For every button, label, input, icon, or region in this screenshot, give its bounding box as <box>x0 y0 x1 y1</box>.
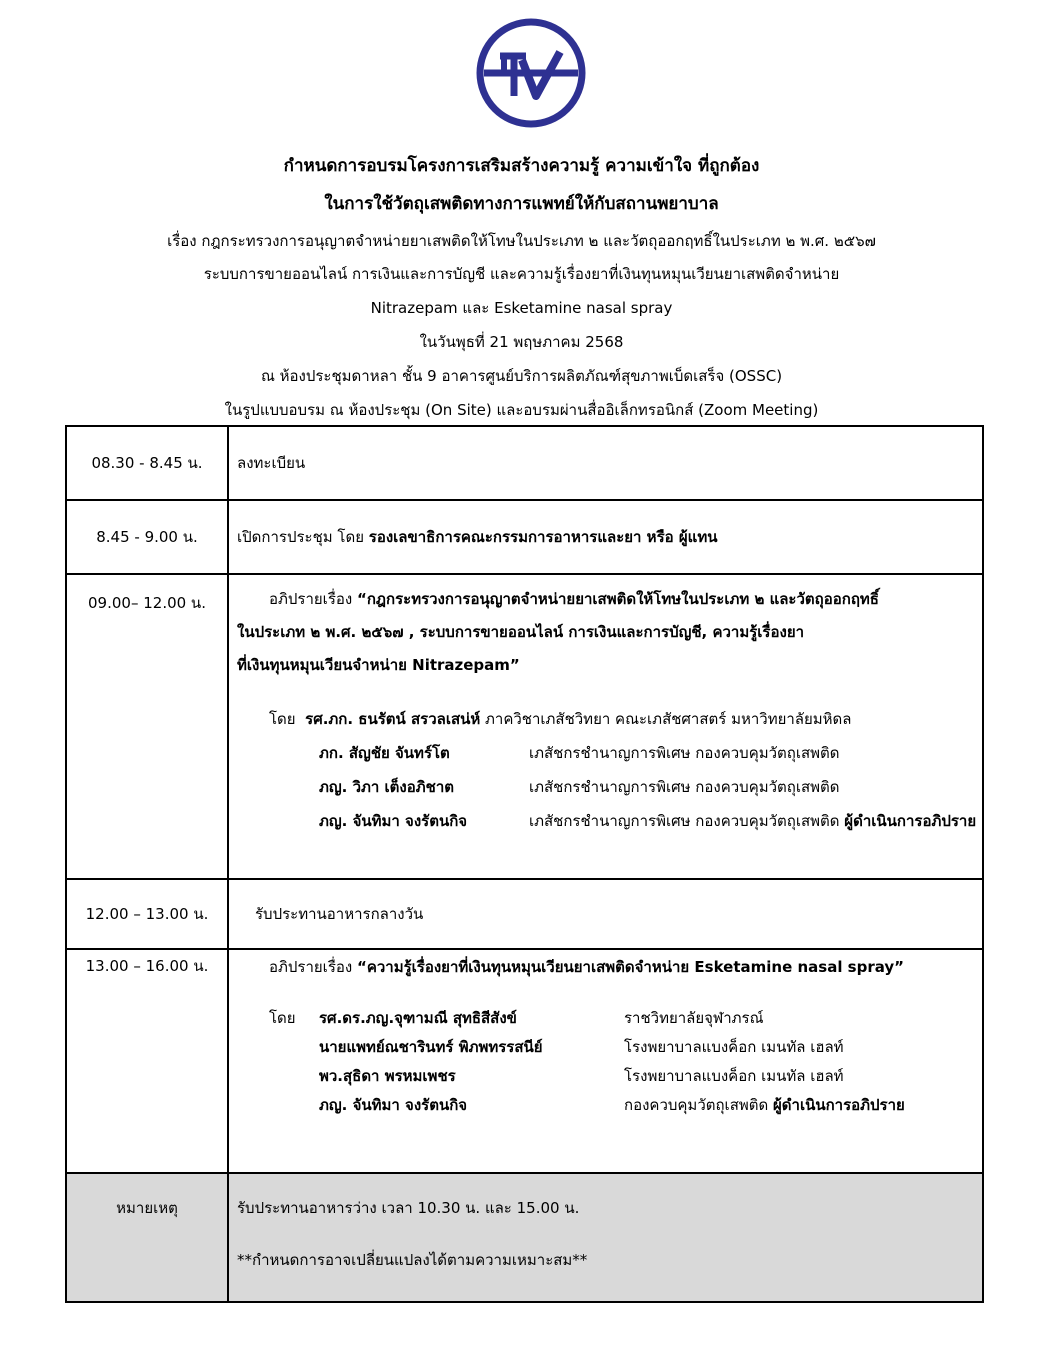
topic-text: “กฎกระทรวงการอนุญาตจำหน่ายยาเสพติดให้โทษในประเภท ๒ และวัตถุออกฤทธิ์ <box>356 590 879 608</box>
speaker-name: พว.สุธิดา พรหมเพชร <box>319 1067 456 1085</box>
note-row <box>66 1173 983 1302</box>
schedule-row <box>66 879 983 949</box>
opening-prefix: เปิดการประชุม โดย <box>237 528 369 546</box>
speaker-name: รศ.ดร.ภญ.จุฑามณี สุทธิสีสังข์ <box>319 1009 517 1027</box>
time-cell: 12.00 – 13.00 น. <box>66 879 228 949</box>
speaker-position: กองควบคุมวัตถุเสพติด <box>624 1096 773 1114</box>
subject-line-3: Nitrazepam และ Esketamine nasal spray <box>370 299 673 317</box>
activity-cell <box>228 500 983 574</box>
opening-presider: รองเลขาธิการคณะกรรมการอาหารและยา หรือ ผู้แทน <box>368 528 718 546</box>
activity-cell <box>228 574 983 879</box>
speaker-row <box>319 736 982 770</box>
speaker-name: นายแพทย์ณชารินทร์ พิภพทรรสนีย์ <box>319 1038 543 1056</box>
speaker-list <box>237 1004 982 1120</box>
speaker-name: ภญ. จันทิมา จงรัตนกิจ <box>319 812 468 830</box>
speaker-position: ภาควิชาเภสัชวิทยา คณะเภสัชศาสตร์ มหาวิทยาลัยมหิดล <box>485 710 852 728</box>
by-label: โดย <box>269 1009 296 1027</box>
speaker-row <box>319 804 982 838</box>
activity-text: รับประทานอาหารกลางวัน <box>255 905 424 923</box>
schedule-table <box>65 425 984 1303</box>
schedule-row <box>66 574 983 879</box>
activity-cell <box>228 949 983 1173</box>
note-label: หมายเหตุ <box>66 1173 228 1302</box>
fda-logo <box>474 16 588 130</box>
speaker-row <box>237 702 982 736</box>
speaker-position: เภสัชกรชำนาญการพิเศษ กองควบคุมวัตถุเสพติด <box>529 778 840 796</box>
time-cell: 09.00– 12.00 น. <box>66 574 228 879</box>
note-line: **กำหนดการอาจเปลี่ยนแปลงได้ตามความเหมาะสม** <box>237 1251 588 1269</box>
note-line: รับประทานอาหารว่าง เวลา 10.30 น. และ 15.00 น. <box>237 1199 580 1217</box>
time-cell: 8.45 - 9.00 น. <box>66 500 228 574</box>
schedule-row <box>66 426 983 500</box>
time-cell: 13.00 – 16.00 น. <box>66 949 228 1173</box>
speaker-position: เภสัชกรชำนาญการพิเศษ กองควบคุมวัตถุเสพติด <box>529 812 845 830</box>
topic-line: ในประเภท ๒ พ.ศ. ๒๕๖๗ , ระบบการขายออนไลน์ การเงินและการบัญชี, ความรู้เรื่องยา <box>237 623 805 641</box>
speaker-position: ราชวิทยาลัยจุฬาภรณ์ <box>624 1009 764 1027</box>
topic-line <box>237 956 982 978</box>
activity-text: ลงทะเบียน <box>237 454 306 472</box>
title-line-1: กำหนดการอบรมโครงการเสริมสร้างความรู้ ความเข้าใจ ที่ถูกต้อง <box>283 156 760 176</box>
topic-intro: อภิปรายเรื่อง <box>269 958 357 976</box>
speaker-position: โรงพยาบาลแบงค็อก เมนทัล เฮลท์ <box>624 1038 844 1056</box>
time-cell: 08.30 - 8.45 น. <box>66 426 228 500</box>
moderator-role: ผู้ดำเนินการอภิปราย <box>772 1096 905 1114</box>
subject-line-2: ระบบการขายออนไลน์ การเงินและการบัญชี และความรู้เรื่องยาที่เงินทุนหมุนเวียนยาเสพติดจำหน่าย <box>203 265 840 283</box>
schedule-row <box>66 949 983 1173</box>
event-date: ในวันพุธที่ 21 พฤษภาคม 2568 <box>419 333 624 351</box>
topic-line <box>237 583 982 616</box>
topic-line: ที่เงินทุนหมุนเวียนจำหน่าย Nitrazepam” <box>237 656 520 674</box>
speaker-row <box>319 1062 905 1091</box>
note-cell <box>228 1173 983 1302</box>
by-label: โดย <box>269 710 296 728</box>
speaker-name: ภก. สัญชัย จันทร์โต <box>319 744 450 762</box>
speaker-row <box>319 1091 905 1120</box>
speaker-row <box>319 1004 905 1033</box>
subject-line-1: เรื่อง กฎกระทรวงการอนุญาตจำหน่ายยาเสพติดให้โทษในประเภท ๒ และวัตถุออกฤทธิ์ในประเภท ๒ พ.ศ. ๒๕๖๗ <box>167 232 876 250</box>
topic-text: “ความรู้เรื่องยาที่เงินทุนหมุนเวียนยาเสพติดจำหน่าย Esketamine nasal spray” <box>356 958 905 976</box>
moderator-role: ผู้ดำเนินการอภิปราย <box>844 812 977 830</box>
speaker-name: ภญ. วิภา เต็งอภิชาต <box>319 778 454 796</box>
speaker-row <box>319 770 982 804</box>
topic-intro: อภิปรายเรื่อง <box>269 590 357 608</box>
activity-cell <box>228 426 983 500</box>
activity-cell <box>228 879 983 949</box>
speaker-name: รศ.ภก. ธนรัตน์ สรวลเสน่ห์ <box>305 710 481 728</box>
speaker-row <box>319 1033 905 1062</box>
title-line-2: ในการใช้วัตถุเสพติดทางการแพทย์ให้กับสถานพยาบาล <box>324 194 719 214</box>
schedule-row <box>66 500 983 574</box>
event-venue: ณ ห้องประชุมดาหลา ชั้น 9 อาคารศูนย์บริการผลิตภัณฑ์สุขภาพเบ็ดเสร็จ (OSSC) <box>260 367 783 385</box>
speaker-position: เภสัชกรชำนาญการพิเศษ กองควบคุมวัตถุเสพติด <box>529 744 840 762</box>
speaker-name: ภญ. จันทิมา จงรัตนกิจ <box>319 1096 468 1114</box>
speaker-position: โรงพยาบาลแบงค็อก เมนทัล เฮลท์ <box>624 1067 844 1085</box>
event-format: ในรูปแบบอบรม ณ ห้องประชุม (On Site) และอบรมผ่านสื่ออิเล็กทรอนิกส์ (Zoom Meeting) <box>224 401 819 419</box>
